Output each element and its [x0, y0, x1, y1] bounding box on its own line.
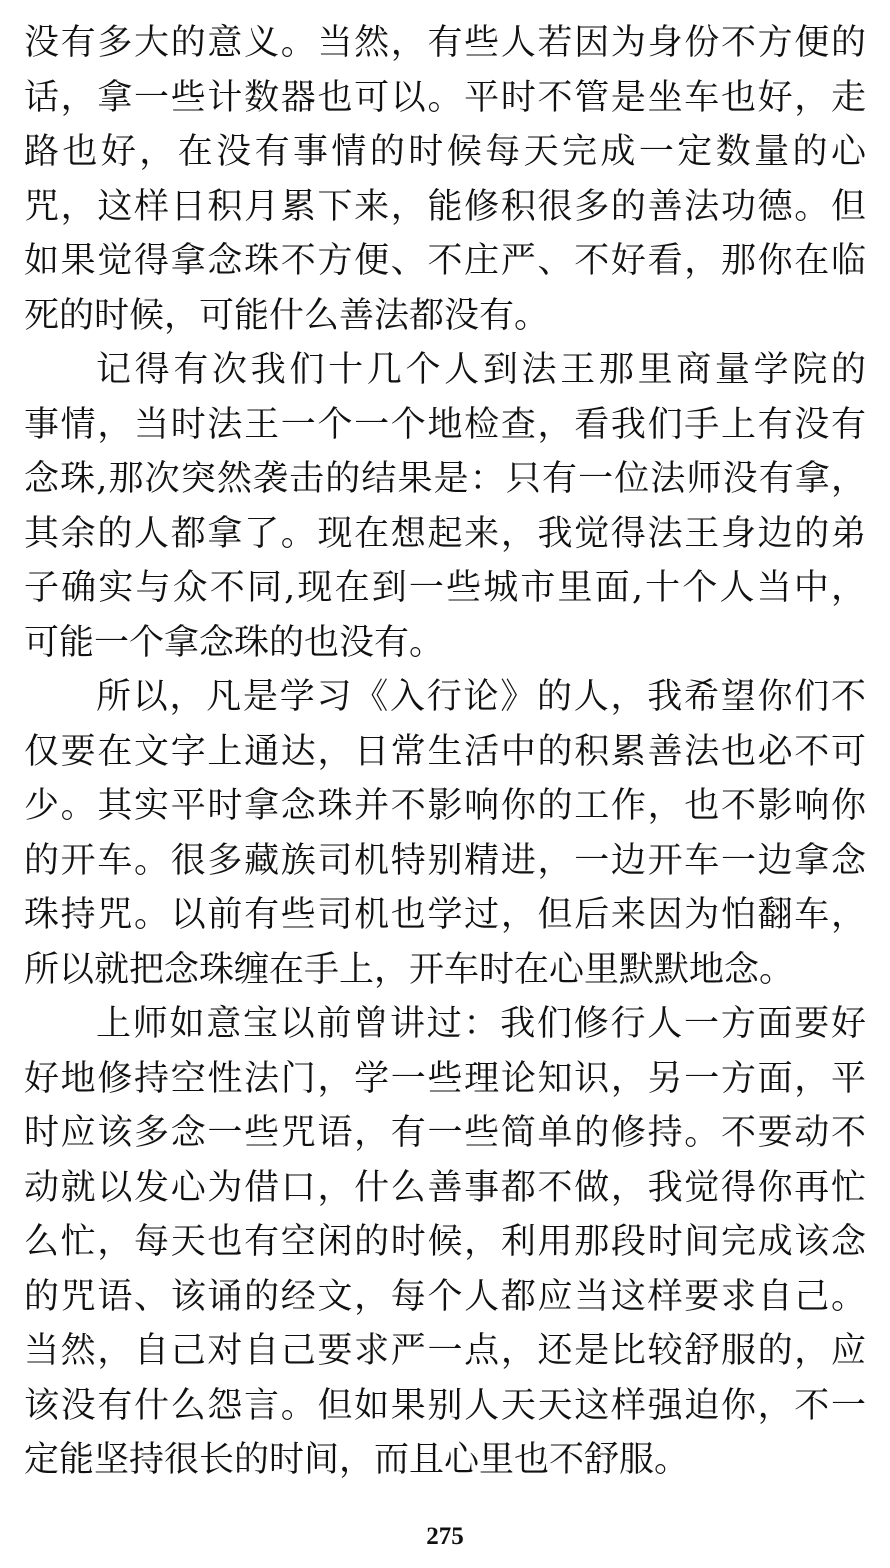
text-line: 仅要在文字上通达，日常生活中的积累善法也必不可 [24, 731, 866, 772]
text-line: 事情，当时法王一个一个地检查，看我们手上有没有 [24, 404, 866, 445]
text-line: 记得有次我们十几个人到法王那里商量学院的 [96, 350, 866, 390]
text-line: 珠持咒。以前有些司机也学过，但后来因为怕翻车， [24, 895, 866, 935]
text-line: 子确实与众不同,现在到一些城市里面,十个人当中， [24, 568, 866, 608]
text-line: 其余的人都拿了。现在想起来，我觉得法王身边的弟 [24, 513, 866, 554]
text-line: 念珠,那次突然袭击的结果是：只有一位法师没有拿， [24, 459, 866, 499]
text-line: 没有多大的意义。当然，有些人若因为身份不方便的 [24, 23, 866, 63]
text-line: 的咒语、该诵的经文，每个人都应当这样要求自己。 [24, 1276, 866, 1317]
paragraph [24, 997, 866, 1488]
text-line: 如果觉得拿念珠不方便、不庄严、不好看，那你在临 [24, 241, 866, 281]
page-number: 275 [426, 1523, 464, 1550]
text-line: 话，拿一些计数器也可以。平时不管是坐车也好，走 [24, 77, 866, 118]
text-line: 定能坚持很长的时间，而且心里也不舒服。 [24, 1440, 690, 1480]
text-line: 好地修持空性法门，学一些理论知识，另一方面，平 [24, 1058, 866, 1099]
text-line: 咒，这样日积月累下来，能修积很多的善法功德。但 [24, 186, 866, 227]
text-line: 少。其实平时拿念珠并不影响你的工作，也不影响你 [24, 786, 866, 826]
text-line: 所以就把念珠缠在手上，开车时在心里默默地念。 [24, 949, 795, 990]
page-body [24, 16, 866, 1488]
text-line: 所以，凡是学习《入行论》的人，我希望你们不 [96, 677, 866, 717]
text-line: 的开车。很多藏族司机特别精进，一边开车一边拿念 [24, 840, 866, 881]
text-line: 该没有什么怨言。但如果别人天天这样强迫你，不一 [24, 1385, 866, 1426]
paragraph [24, 343, 866, 670]
paragraph [24, 16, 866, 343]
paragraph [24, 670, 866, 997]
text-line: 可能一个拿念珠的也没有。 [24, 622, 445, 663]
text-line: 路也好，在没有事情的时候每天完成一定数量的心 [24, 132, 866, 172]
text-line: 时应该多念一些咒语，有一些简单的修持。不要动不 [24, 1113, 866, 1153]
text-line: 死的时候，可能什么善法都没有。 [24, 295, 550, 336]
text-line: 当然，自己对自己要求严一点，还是比较舒服的，应 [24, 1331, 866, 1371]
text-line: 上师如意宝以前曾讲过：我们修行人一方面要好 [96, 1004, 866, 1044]
text-line: 动就以发心为借口，什么善事都不做，我觉得你再忙 [24, 1167, 866, 1208]
text-line: 么忙，每天也有空闲的时候，利用那段时间完成该念 [24, 1222, 866, 1262]
